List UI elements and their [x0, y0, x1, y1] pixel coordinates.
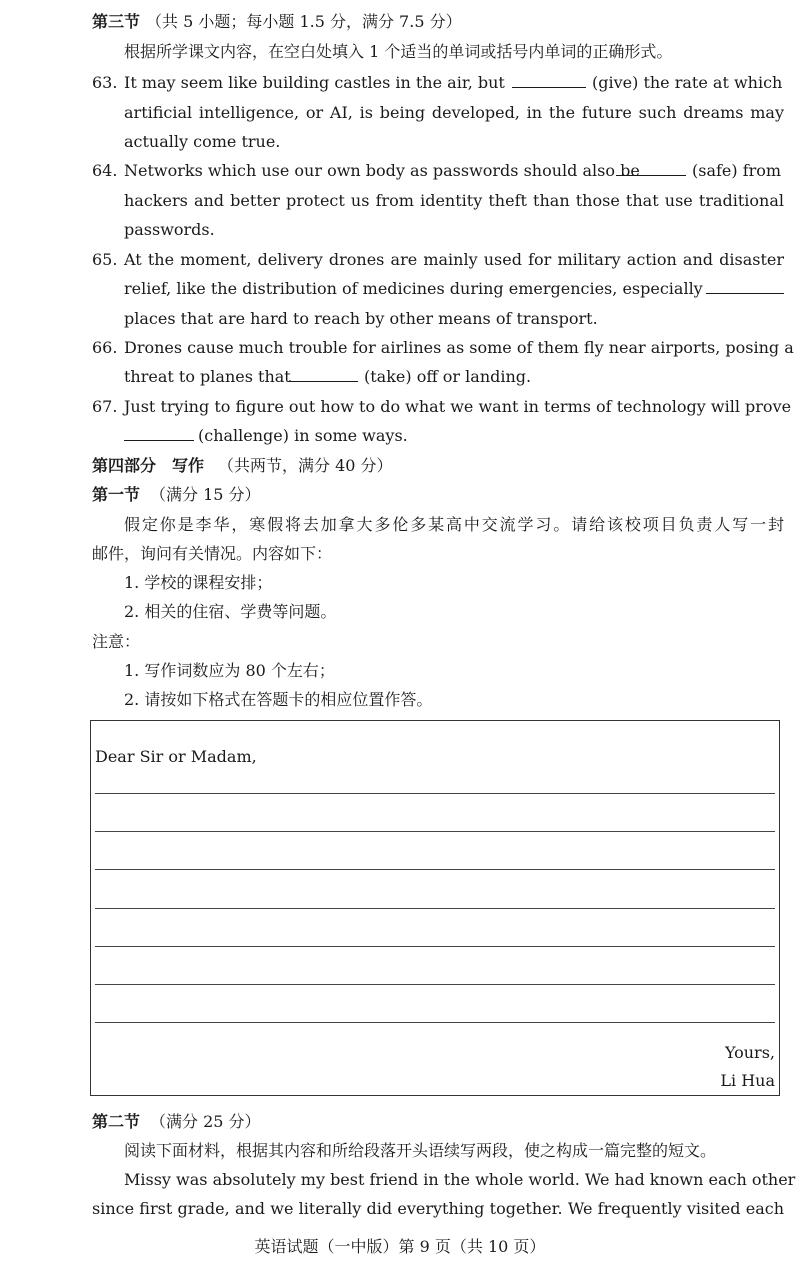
question-text: relief, like the distribution of medicines during emergencies, especially [124, 279, 703, 298]
writing2-heading: 第二节 [92, 1112, 141, 1131]
question-text: threat to planes that [124, 367, 291, 386]
question-text: artificial intelligence, or AI, is being developed, in the future such dreams may [124, 103, 784, 122]
question-number: 63. [92, 73, 118, 92]
writing2-instruction: 阅读下面材料，根据其内容和所给段落开头语续写两段，使之构成一篇完整的短文。 [124, 1141, 717, 1160]
writing-line [95, 1022, 775, 1023]
question-number: 66. [92, 338, 118, 357]
writing1-heading: 第一节 [92, 485, 141, 504]
question-text: Networks which use our own body as passwords should also be [124, 161, 640, 180]
writing-line [95, 793, 775, 794]
question-text: hackers and better protect us from identity theft than those that use traditional [124, 191, 784, 210]
answer-blank[interactable] [616, 161, 686, 176]
question-number: 67. [92, 397, 118, 416]
answer-blank[interactable] [706, 279, 784, 294]
writing-line [95, 869, 775, 870]
writing-line [95, 908, 775, 909]
letter-salutation: Dear Sir or Madam, [95, 747, 257, 766]
list-item: 2. 请按如下格式在答题卡的相应位置作答。 [124, 690, 433, 709]
writing-line [95, 831, 775, 832]
writing-line [95, 984, 775, 985]
list-item: 1. 学校的课程安排； [124, 573, 273, 592]
answer-blank[interactable] [288, 367, 358, 382]
section3-heading: 第三节 [92, 12, 141, 31]
part4-heading: 第四部分 写作 [92, 456, 205, 475]
question-text: Just trying to figure out how to do what we want in terms of technology will prove [124, 397, 792, 416]
writing1-heading-note: （满分 15 分） [150, 485, 261, 504]
question-text: places that are hard to reach by other means of transport. [124, 309, 598, 328]
question-text: Drones cause much trouble for airlines as some of them fly near airports, posing a [124, 338, 794, 357]
passage-text: Missy was absolutely my best friend in the whole world. We had known each other [124, 1170, 796, 1189]
writing1-prompt: 假定你是李华，寒假将去加拿大多伦多某高中交流学习。请给该校项目负责人写一封 [124, 515, 784, 534]
letter-closing: Yours, [724, 1043, 775, 1062]
answer-blank[interactable] [512, 73, 586, 88]
question-text: (safe) from [692, 161, 782, 180]
notice-label: 注意： [92, 632, 141, 651]
page-footer: 英语试题（一中版）第 9 页（共 10 页） [254, 1237, 546, 1256]
writing2-heading-note: （满分 25 分） [150, 1112, 261, 1131]
part4-heading-note: （共两节，满分 40 分） [218, 456, 393, 475]
list-item: 2. 相关的住宿、学费等问题。 [124, 602, 337, 621]
section3-instruction: 根据所学课文内容，在空白处填入 1 个适当的单词或括号内单词的正确形式。 [124, 42, 673, 61]
question-text: (challenge) in some ways. [198, 426, 408, 445]
letter-answer-box[interactable] [90, 720, 780, 1096]
section3-heading-note: （共 5 小题；每小题 1.5 分，满分 7.5 分） [146, 12, 462, 31]
writing1-prompt: 邮件，询问有关情况。内容如下： [92, 544, 333, 563]
question-number: 64. [92, 161, 118, 180]
writing-line [95, 946, 775, 947]
question-number: 65. [92, 250, 118, 269]
answer-blank[interactable] [124, 426, 194, 441]
letter-signature: Li Hua [720, 1071, 775, 1090]
question-text: actually come true. [124, 132, 281, 151]
question-text: (take) off or landing. [364, 367, 532, 386]
question-text: It may seem like building castles in the air, but [124, 73, 505, 92]
question-text: At the moment, delivery drones are mainly used for military action and disaster [124, 250, 784, 269]
passage-text: since first grade, and we literally did everything together. We frequently visited each [92, 1199, 784, 1218]
list-item: 1. 写作词数应为 80 个左右； [124, 661, 335, 680]
question-text: passwords. [124, 220, 215, 239]
question-text: (give) the rate at which [592, 73, 783, 92]
